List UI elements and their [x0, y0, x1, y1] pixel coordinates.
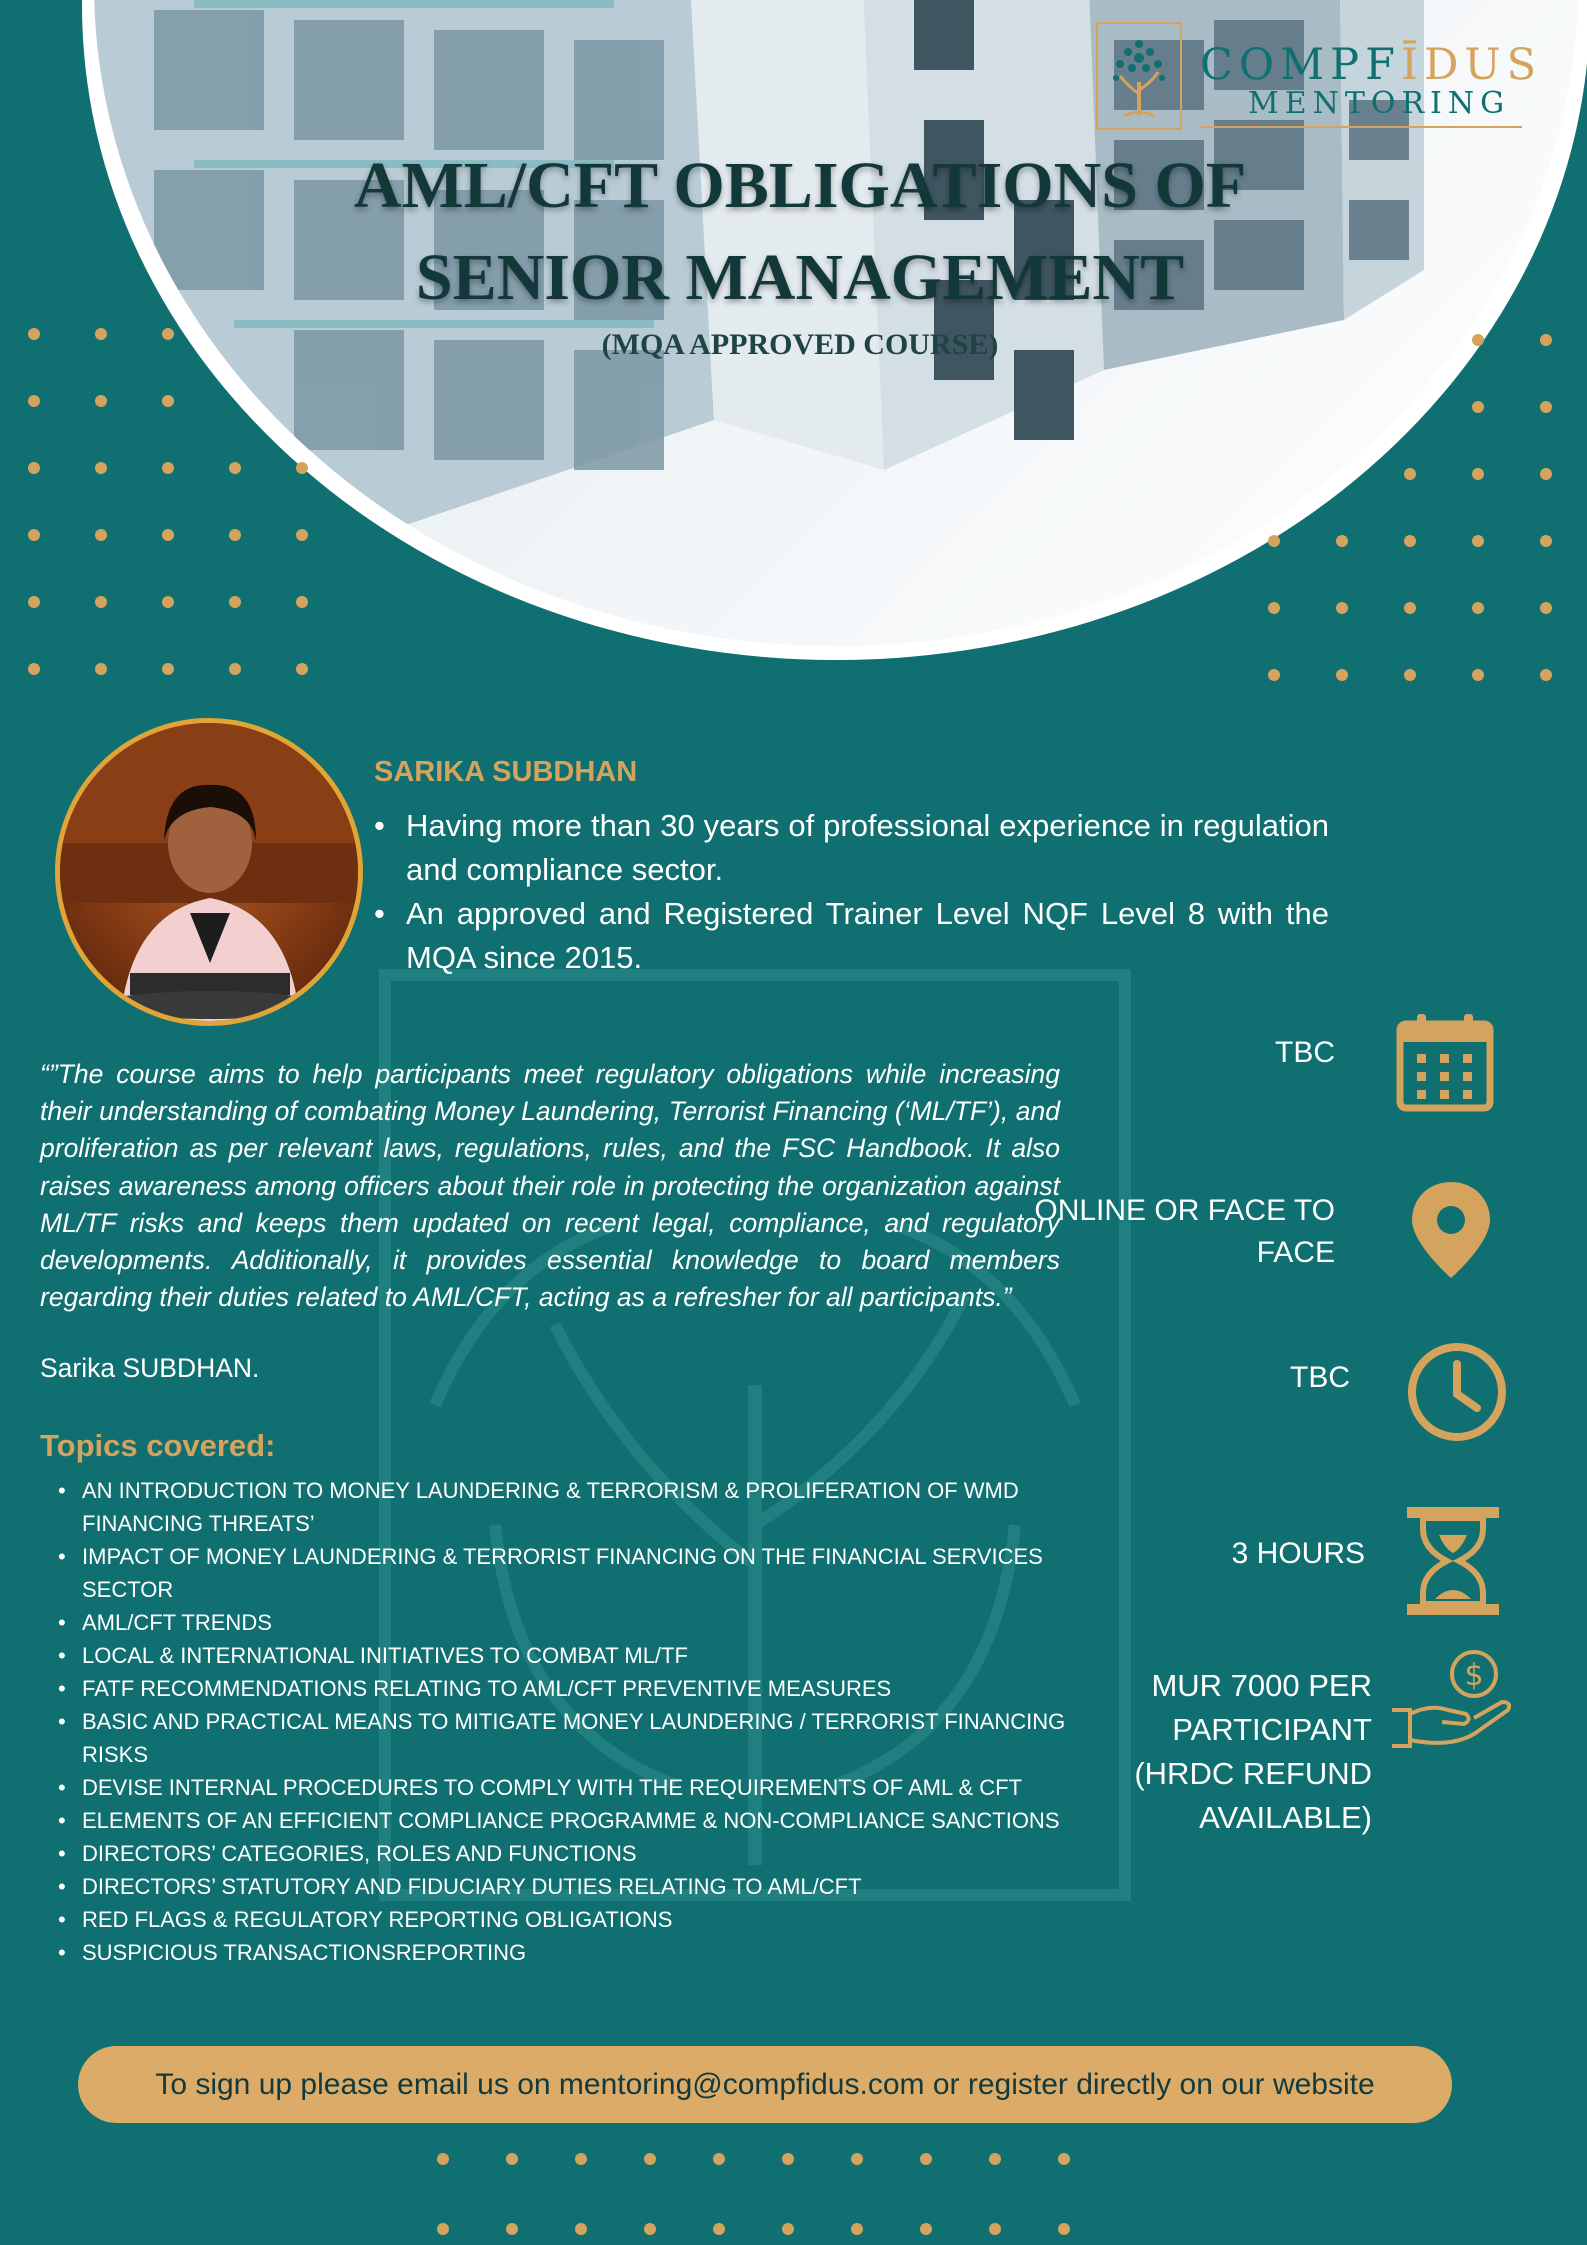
quote-text: “”The course aims to help participants meet regulatory obligations while increasing their understanding of combating Money Laundering, Terrorist Financing (‘ML/TF’), and proliferation as per relevant laws, regulations, rules, and the FSC Handbook. It also raises awareness among officers about their role in protecting the organization against ML/TF risks and keeps them updated on recent legal, compliance, and regulatory developments. Additionally, it provides essential knowledge to board members regarding their duties related to AML/CFT, acting as a refresher for all participants.”: [40, 1059, 1060, 1313]
hourglass-icon: [1405, 1505, 1501, 1617]
decorative-dot: [782, 2153, 794, 2165]
decorative-dot: [1404, 669, 1416, 681]
decorative-dot: [296, 596, 308, 608]
decorative-dot: [296, 663, 308, 675]
decorative-dot: [229, 596, 241, 608]
course-title-line-1: AML/CFT OBLIGATIONS OF: [353, 149, 1247, 222]
decorative-dot: [229, 529, 241, 541]
decorative-dot: [851, 2223, 863, 2235]
map-pin-icon: [1408, 1180, 1494, 1280]
decorative-dot: [713, 2153, 725, 2165]
location-value: ONLINE OR FACE TO FACE: [1034, 1194, 1335, 1269]
course-title: [200, 140, 1400, 324]
course-title-line-2: SENIOR MANAGEMENT: [415, 241, 1185, 314]
decorative-dot: [28, 328, 40, 340]
decorative-dot: [989, 2153, 1001, 2165]
decorative-dot: [28, 462, 40, 474]
decorative-dot: [506, 2153, 518, 2165]
trainer-bio-item: • An approved and Registered Trainer Level NQF Level 8 with the MQA since 2015.: [374, 892, 1329, 980]
clock-icon: [1405, 1340, 1509, 1444]
decorative-dot: [28, 596, 40, 608]
decorative-dot: [575, 2223, 587, 2235]
topic-item: • AML/CFT TRENDS: [56, 1606, 1066, 1639]
decorative-dot: [1540, 669, 1552, 681]
decorative-dot: [1336, 535, 1348, 547]
decorative-dot: [95, 663, 107, 675]
brand-name-highlight: ĪDUS: [1400, 40, 1543, 90]
decorative-dot: [162, 663, 174, 675]
decorative-dot: [296, 529, 308, 541]
decorative-dot: [575, 2153, 587, 2165]
decorative-dot: [162, 328, 174, 340]
course-quote: [40, 1056, 1060, 1316]
decorative-dot: [28, 529, 40, 541]
svg-text:$: $: [1464, 1658, 1484, 1693]
topic-item: • DIRECTORS’ STATUTORY AND FIDUCIARY DUTIES RELATING TO AML/CFT: [56, 1870, 1066, 1903]
decorative-dot: [1058, 2223, 1070, 2235]
decorative-dot: [1058, 2153, 1070, 2165]
decorative-dot: [1472, 401, 1484, 413]
decorative-dot: [95, 529, 107, 541]
decorative-dot: [1404, 602, 1416, 614]
brand-tagline: MENTORING: [1248, 86, 1511, 121]
decorative-dot: [1540, 468, 1552, 480]
decorative-dot: [28, 663, 40, 675]
trainer-photo: [55, 718, 363, 1026]
decorative-dot: [95, 328, 107, 340]
decorative-dot: [162, 529, 174, 541]
decorative-dot: [1336, 669, 1348, 681]
decorative-dot: [229, 663, 241, 675]
decorative-dot: [95, 462, 107, 474]
decorative-dot: [1404, 535, 1416, 547]
trainer-bio: [374, 804, 1329, 980]
decorative-dot: [229, 462, 241, 474]
compfidus-logo: [1096, 22, 1543, 132]
date-value: TBC: [1275, 1036, 1335, 1069]
decorative-dot: [437, 2153, 449, 2165]
decorative-dot: [1472, 669, 1484, 681]
decorative-dot: [920, 2153, 932, 2165]
quote-author: Sarika SUBDHAN.: [40, 1353, 260, 1383]
decorative-dot: [1472, 334, 1484, 346]
topic-item: • AN INTRODUCTION TO MONEY LAUNDERING & TERRORISM & PROLIFERATION OF WMD FINANCING THREATS’: [56, 1474, 1066, 1540]
decorative-dot: [296, 462, 308, 474]
price-value: MUR 7000 PER PARTICIPANT (HRDC REFUND AVAILABLE): [1134, 1668, 1372, 1835]
decorative-dot: [95, 395, 107, 407]
decorative-dot: [506, 2223, 518, 2235]
decorative-dot: [1268, 602, 1280, 614]
topic-item: • RED FLAGS & REGULATORY REPORTING OBLIGATIONS: [56, 1903, 1066, 1936]
decorative-dot: [644, 2153, 656, 2165]
decorative-dot: [1336, 602, 1348, 614]
decorative-dot: [1472, 602, 1484, 614]
hand-dollar-icon: [1390, 1648, 1514, 1750]
topic-item: • LOCAL & INTERNATIONAL INITIATIVES TO COMBAT ML/TF: [56, 1639, 1066, 1672]
decorative-dot: [1472, 535, 1484, 547]
duration-value: 3 HOURS: [1231, 1537, 1365, 1570]
brand-name: COMPFĪDUS: [1200, 40, 1543, 90]
decorative-dot: [95, 596, 107, 608]
tree-logo-icon: [1096, 22, 1182, 130]
decorative-dot: [1268, 669, 1280, 681]
topics-list: [56, 1474, 1066, 1969]
signup-banner[interactable]: To sign up please email us on mentoring@compfidus.com or register directly on our website: [78, 2046, 1452, 2123]
decorative-dot: [162, 596, 174, 608]
decorative-dot: [989, 2223, 1001, 2235]
decorative-dot: [644, 2223, 656, 2235]
topic-item: • DEVISE INTERNAL PROCEDURES TO COMPLY WITH THE REQUIREMENTS OF AML & CFT: [56, 1771, 1066, 1804]
decorative-dot: [1540, 535, 1552, 547]
decorative-dot: [162, 462, 174, 474]
trainer-bio-item: • Having more than 30 years of professional experience in regulation and compliance sector.: [374, 804, 1329, 892]
topic-item: • SUSPICIOUS TRANSACTIONSREPORTING: [56, 1936, 1066, 1969]
decorative-dot: [713, 2223, 725, 2235]
topic-item: • FATF RECOMMENDATIONS RELATING TO AML/CFT PREVENTIVE MEASURES: [56, 1672, 1066, 1705]
decorative-dot: [1540, 334, 1552, 346]
decorative-dot: [782, 2223, 794, 2235]
decorative-dot: [851, 2153, 863, 2165]
topic-item: • DIRECTORS’ CATEGORIES, ROLES AND FUNCTIONS: [56, 1837, 1066, 1870]
logo-underline: [1200, 126, 1522, 128]
decorative-dot: [1540, 602, 1552, 614]
decorative-dot: [437, 2223, 449, 2235]
trainer-name: SARIKA SUBDHAN: [374, 756, 638, 788]
calendar-icon: [1395, 1012, 1495, 1112]
decorative-dot: [1404, 468, 1416, 480]
time-value: TBC: [1290, 1361, 1350, 1394]
topic-item: • IMPACT OF MONEY LAUNDERING & TERRORIST FINANCING ON THE FINANCIAL SERVICES SECTOR: [56, 1540, 1066, 1606]
course-subtitle: (MQA APPROVED COURSE): [601, 328, 999, 361]
decorative-dot: [162, 395, 174, 407]
decorative-dot: [1472, 468, 1484, 480]
decorative-dot: [1268, 535, 1280, 547]
topic-item: • BASIC AND PRACTICAL MEANS TO MITIGATE MONEY LAUNDERING / TERRORIST FINANCING RISKS: [56, 1705, 1066, 1771]
topic-item: • ELEMENTS OF AN EFFICIENT COMPLIANCE PROGRAMME & NON-COMPLIANCE SANCTIONS: [56, 1804, 1066, 1837]
topics-heading: Topics covered:: [40, 1428, 276, 1463]
decorative-dot: [1540, 401, 1552, 413]
decorative-dot: [28, 395, 40, 407]
decorative-dot: [920, 2223, 932, 2235]
